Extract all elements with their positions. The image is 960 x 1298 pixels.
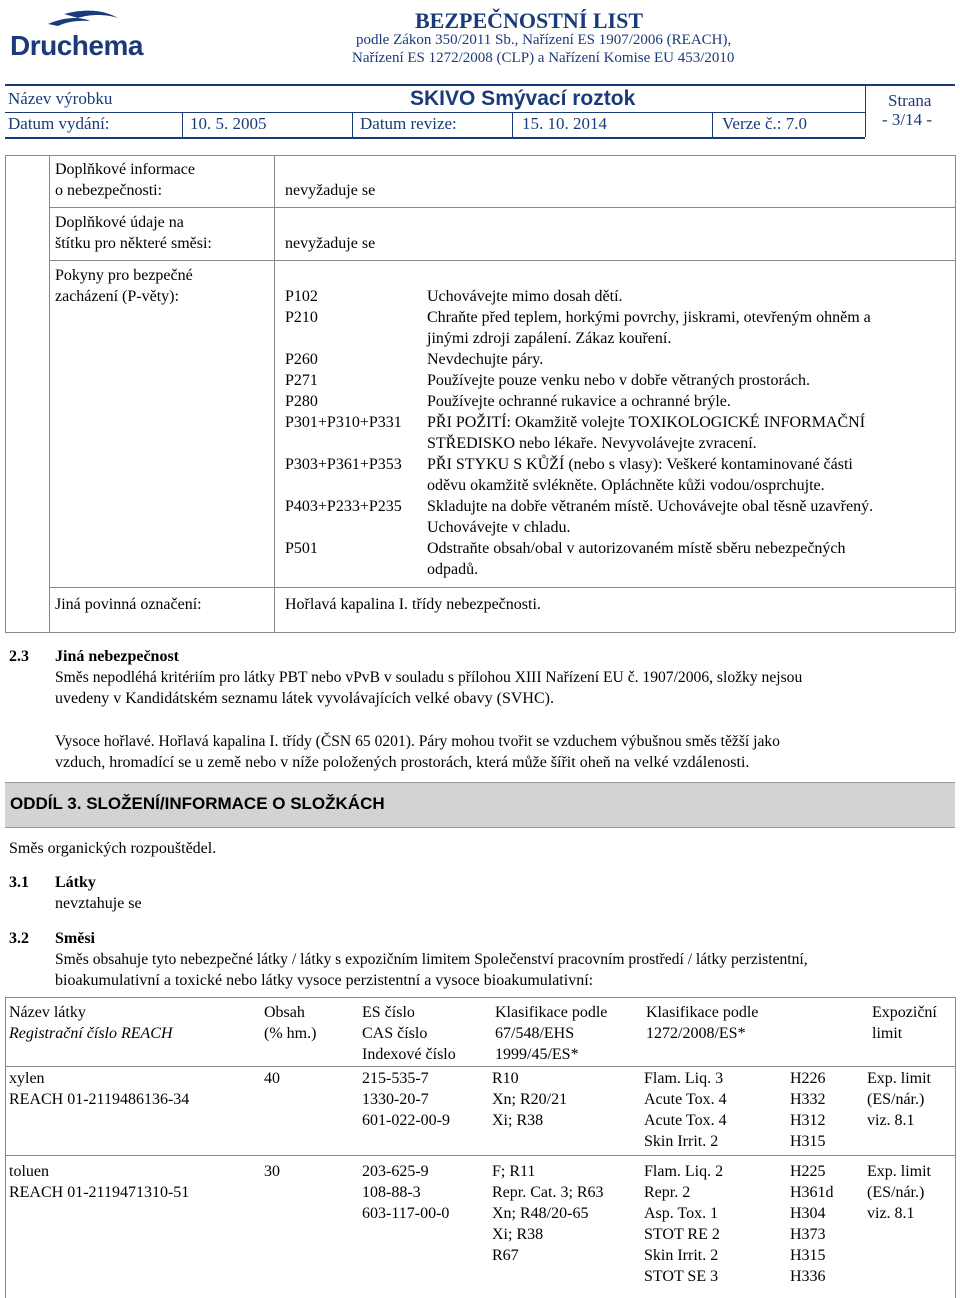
product-name: SKIVO Smývací roztok — [410, 87, 636, 110]
klas2-entry: Acute Tox. 4 — [644, 1091, 727, 1108]
klas1-entry: F; R11 — [492, 1163, 536, 1180]
klas2-entry: STOT SE 3 — [644, 1268, 719, 1285]
pveta-text: Nevdechujte páry. — [427, 351, 544, 368]
pveta-text: STŘEDISKO nebo lékaře. Nevyvolávejte zvracení. — [427, 435, 757, 452]
reach-number: REACH 01-2119471310-51 — [9, 1184, 190, 1201]
cas-number: 108-88-3 — [362, 1184, 421, 1201]
pveta-code: P271 — [285, 372, 318, 389]
subsection-3-2-title: Směsi — [55, 930, 95, 947]
klas1-entry: Xn; R20/21 — [492, 1091, 568, 1108]
klas1-entry: R67 — [492, 1247, 519, 1264]
klas1-entry: Repr. Cat. 3; R63 — [492, 1184, 604, 1201]
h-statement: H315 — [790, 1133, 826, 1150]
klas2-entry: Repr. 2 — [644, 1184, 691, 1201]
pveta-text: Odstraňte obsah/obal v autorizovaném místě sběru nebezpečných — [427, 540, 846, 557]
regulation-line-2: Nařízení ES 1272/2008 (CLP) a Nařízení Komise EU 453/2010 — [352, 50, 735, 66]
logo — [8, 4, 178, 66]
pveta-code: P260 — [285, 351, 318, 368]
index-number: 603-117-00-0 — [362, 1205, 450, 1222]
document-title: BEZPEČNOSTNÍ LIST — [415, 8, 644, 33]
h-statement: H361d — [790, 1184, 834, 1201]
section-2-3-para1-line1: Směs nepodléhá kritériím pro látky PBT nebo vPvB v souladu s přílohou XIII Nařízení EU č. 1907/2006, složky nejsou — [55, 669, 803, 686]
col-obsah-header: Obsah — [264, 1004, 305, 1021]
col-name-header: Název látky — [9, 1004, 86, 1021]
section-3-intro: Směs organických rozpouštědel. — [9, 840, 217, 857]
revision-date: 15. 10. 2014 — [522, 114, 607, 133]
pveta-text: Používejte ochranné rukavice a ochranné brýle. — [427, 393, 731, 410]
h-statement: H315 — [790, 1247, 826, 1264]
subsection-3-1-number: 3.1 — [9, 874, 29, 891]
col-obsah-unit: (% hm.) — [264, 1025, 317, 1042]
klas1-entry: Xi; R38 — [492, 1226, 544, 1243]
h-statement: H336 — [790, 1268, 826, 1285]
pveta-text: Chraňte před teplem, horkými povrchy, jiskrami, otevřeným ohněm a — [427, 309, 871, 326]
other-value: Hořlavá kapalina I. třídy nebezpečnosti. — [285, 596, 541, 613]
klas2-entry: Skin Irrit. 2 — [644, 1247, 719, 1264]
klas1-entry: Xn; R48/20-65 — [492, 1205, 589, 1222]
exposure-limit: viz. 8.1 — [867, 1112, 915, 1129]
info-label-1b: o nebezpečnosti: — [55, 182, 163, 199]
col-exp-header-1: Expoziční — [872, 1004, 937, 1021]
revision-date-label: Datum revize: — [360, 114, 457, 133]
subsection-3-2-number: 3.2 — [9, 930, 29, 947]
logo-text: Druchema — [10, 30, 143, 61]
exposure-limit: (ES/nár.) — [867, 1184, 925, 1201]
es-number: 215-535-7 — [362, 1070, 429, 1087]
exposure-limit: Exp. limit — [867, 1070, 931, 1087]
klas2-entry: Flam. Liq. 3 — [644, 1070, 724, 1087]
pveta-text: odpadů. — [427, 561, 479, 578]
pveta-code: P501 — [285, 540, 318, 557]
pveta-text: oděvu okamžitě svlékněte. Opláchněte kůži vodou/osprchujte. — [427, 477, 825, 494]
page-label: Strana — [888, 91, 932, 110]
klas2-entry: Flam. Liq. 2 — [644, 1163, 724, 1180]
exposure-limit: viz. 8.1 — [867, 1205, 915, 1222]
klas2-entry: Skin Irrit. 2 — [644, 1133, 719, 1150]
col-klas2-header-1: Klasifikace podle — [646, 1004, 759, 1021]
h-statement: H226 — [790, 1070, 826, 1087]
col-index-header: Indexové číslo — [362, 1046, 456, 1063]
substance-name: toluen — [9, 1163, 49, 1180]
reach-number: REACH 01-2119486136-34 — [9, 1091, 190, 1108]
pvety-label-b: zacházení (P-věty): — [55, 288, 179, 305]
product-label: Název výrobku — [8, 89, 113, 108]
info-value-2: nevyžaduje se — [285, 235, 376, 252]
subsection-3-1-text: nevztahuje se — [55, 895, 142, 912]
issue-date: 10. 5. 2005 — [190, 114, 267, 133]
issue-date-label: Datum vydání: — [8, 114, 110, 133]
klas2-entry: Acute Tox. 4 — [644, 1112, 727, 1129]
info-label-2a: Doplňkové údaje na — [55, 214, 184, 231]
pveta-text: Používejte pouze venku nebo v dobře větraných prostorách. — [427, 372, 810, 389]
pveta-text: Uchovávejte v chladu. — [427, 519, 571, 536]
es-number: 203-625-9 — [362, 1163, 429, 1180]
page-number: - 3/14 - — [882, 110, 933, 129]
content-percent: 40 — [264, 1070, 280, 1087]
substance-name: xylen — [9, 1070, 45, 1087]
exposure-limit: (ES/nár.) — [867, 1091, 925, 1108]
content-percent: 30 — [264, 1163, 280, 1180]
pveta-code: P403+P233+P235 — [285, 498, 402, 515]
info-label-2b: štítku pro některé směsi: — [55, 235, 212, 252]
version: Verze č.: 7.0 — [722, 114, 807, 133]
pveta-text: Skladujte na dobře větraném místě. Uchovávejte obal těsně uzavřený. — [427, 498, 874, 515]
col-es-header: ES číslo — [362, 1004, 415, 1021]
h-statement: H225 — [790, 1163, 826, 1180]
h-statement: H304 — [790, 1205, 826, 1222]
h-statement: H332 — [790, 1091, 826, 1108]
pveta-code: P102 — [285, 288, 318, 305]
pveta-text: PŘI STYKU S KŮŽÍ (nebo s vlasy): Veškeré kontaminované části — [427, 456, 853, 473]
pveta-text: Uchovávejte mimo dosah dětí. — [427, 288, 623, 305]
pveta-text: jinými zdroji zapálení. Zákaz kouření. — [427, 330, 672, 347]
pveta-code: P301+P310+P331 — [285, 414, 402, 431]
section-2-3-title: Jiná nebezpečnost — [55, 648, 179, 665]
subsection-3-1-title: Látky — [55, 874, 96, 891]
col-klas1-header-2: 67/548/EHS — [495, 1025, 575, 1042]
pvety-label-a: Pokyny pro bezpečné — [55, 267, 193, 284]
klas2-entry: STOT RE 2 — [644, 1226, 720, 1243]
col-reach-header: Registrační číslo REACH — [9, 1025, 173, 1042]
col-cas-header: CAS číslo — [362, 1025, 428, 1042]
subsection-3-2-text-line1: Směs obsahuje tyto nebezpečné látky / látky s expozičním limitem Společenství pracovním prostředí / látky perzistentní, — [55, 951, 808, 968]
info-label-1a: Doplňkové informace — [55, 161, 195, 178]
pveta-text: PŘI POŽITÍ: Okamžitě volejte TOXIKOLOGICKÉ INFORMAČNÍ — [427, 414, 866, 431]
col-klas1-header-3: 1999/45/ES* — [495, 1046, 579, 1063]
pveta-code: P280 — [285, 393, 318, 410]
klas2-entry: Asp. Tox. 1 — [644, 1205, 719, 1222]
regulation-line-1: podle Zákon 350/2011 Sb., Nařízení ES 1907/2006 (REACH), — [356, 32, 732, 48]
col-exp-header-2: limit — [872, 1025, 903, 1042]
h-statement: H312 — [790, 1112, 826, 1129]
section-2-3-para1-line2: uvedeny v Kandidátském seznamu látek vyvolávajících velké obavy (SVHC). — [55, 690, 554, 707]
index-number: 601-022-00-9 — [362, 1112, 450, 1129]
section-2-3-number: 2.3 — [9, 648, 29, 665]
exposure-limit: Exp. limit — [867, 1163, 931, 1180]
section-3-heading: ODDÍL 3. SLOŽENÍ/INFORMACE O SLOŽKÁCH — [10, 794, 385, 813]
subsection-3-2-text-line2: bioakumulativní a toxické nebo látky vysoce perzistentní a vysoce bioakumulativní: — [55, 972, 594, 989]
h-statement: H373 — [790, 1226, 826, 1243]
other-label: Jiná povinná označení: — [55, 596, 202, 613]
pveta-code: P210 — [285, 309, 318, 326]
col-klas1-header-1: Klasifikace podle — [495, 1004, 608, 1021]
section-2-3-para2-line2: vzduch, hromadící se u země nebo v níže položených prostorách, která může šířit oheň na velké vzdálenosti. — [55, 754, 750, 771]
pveta-code: P303+P361+P353 — [285, 456, 402, 473]
col-klas2-header-2: 1272/2008/ES* — [646, 1025, 746, 1042]
info-value-1: nevyžaduje se — [285, 182, 376, 199]
klas1-entry: R10 — [492, 1070, 519, 1087]
section-2-3-para2-line1: Vysoce hořlavé. Hořlavá kapalina I. třídy (ČSN 65 0201). Páry mohou tvořit se vzduchem výbušnou směs těžší jako — [55, 733, 780, 750]
klas1-entry: Xi; R38 — [492, 1112, 544, 1129]
cas-number: 1330-20-7 — [362, 1091, 429, 1108]
